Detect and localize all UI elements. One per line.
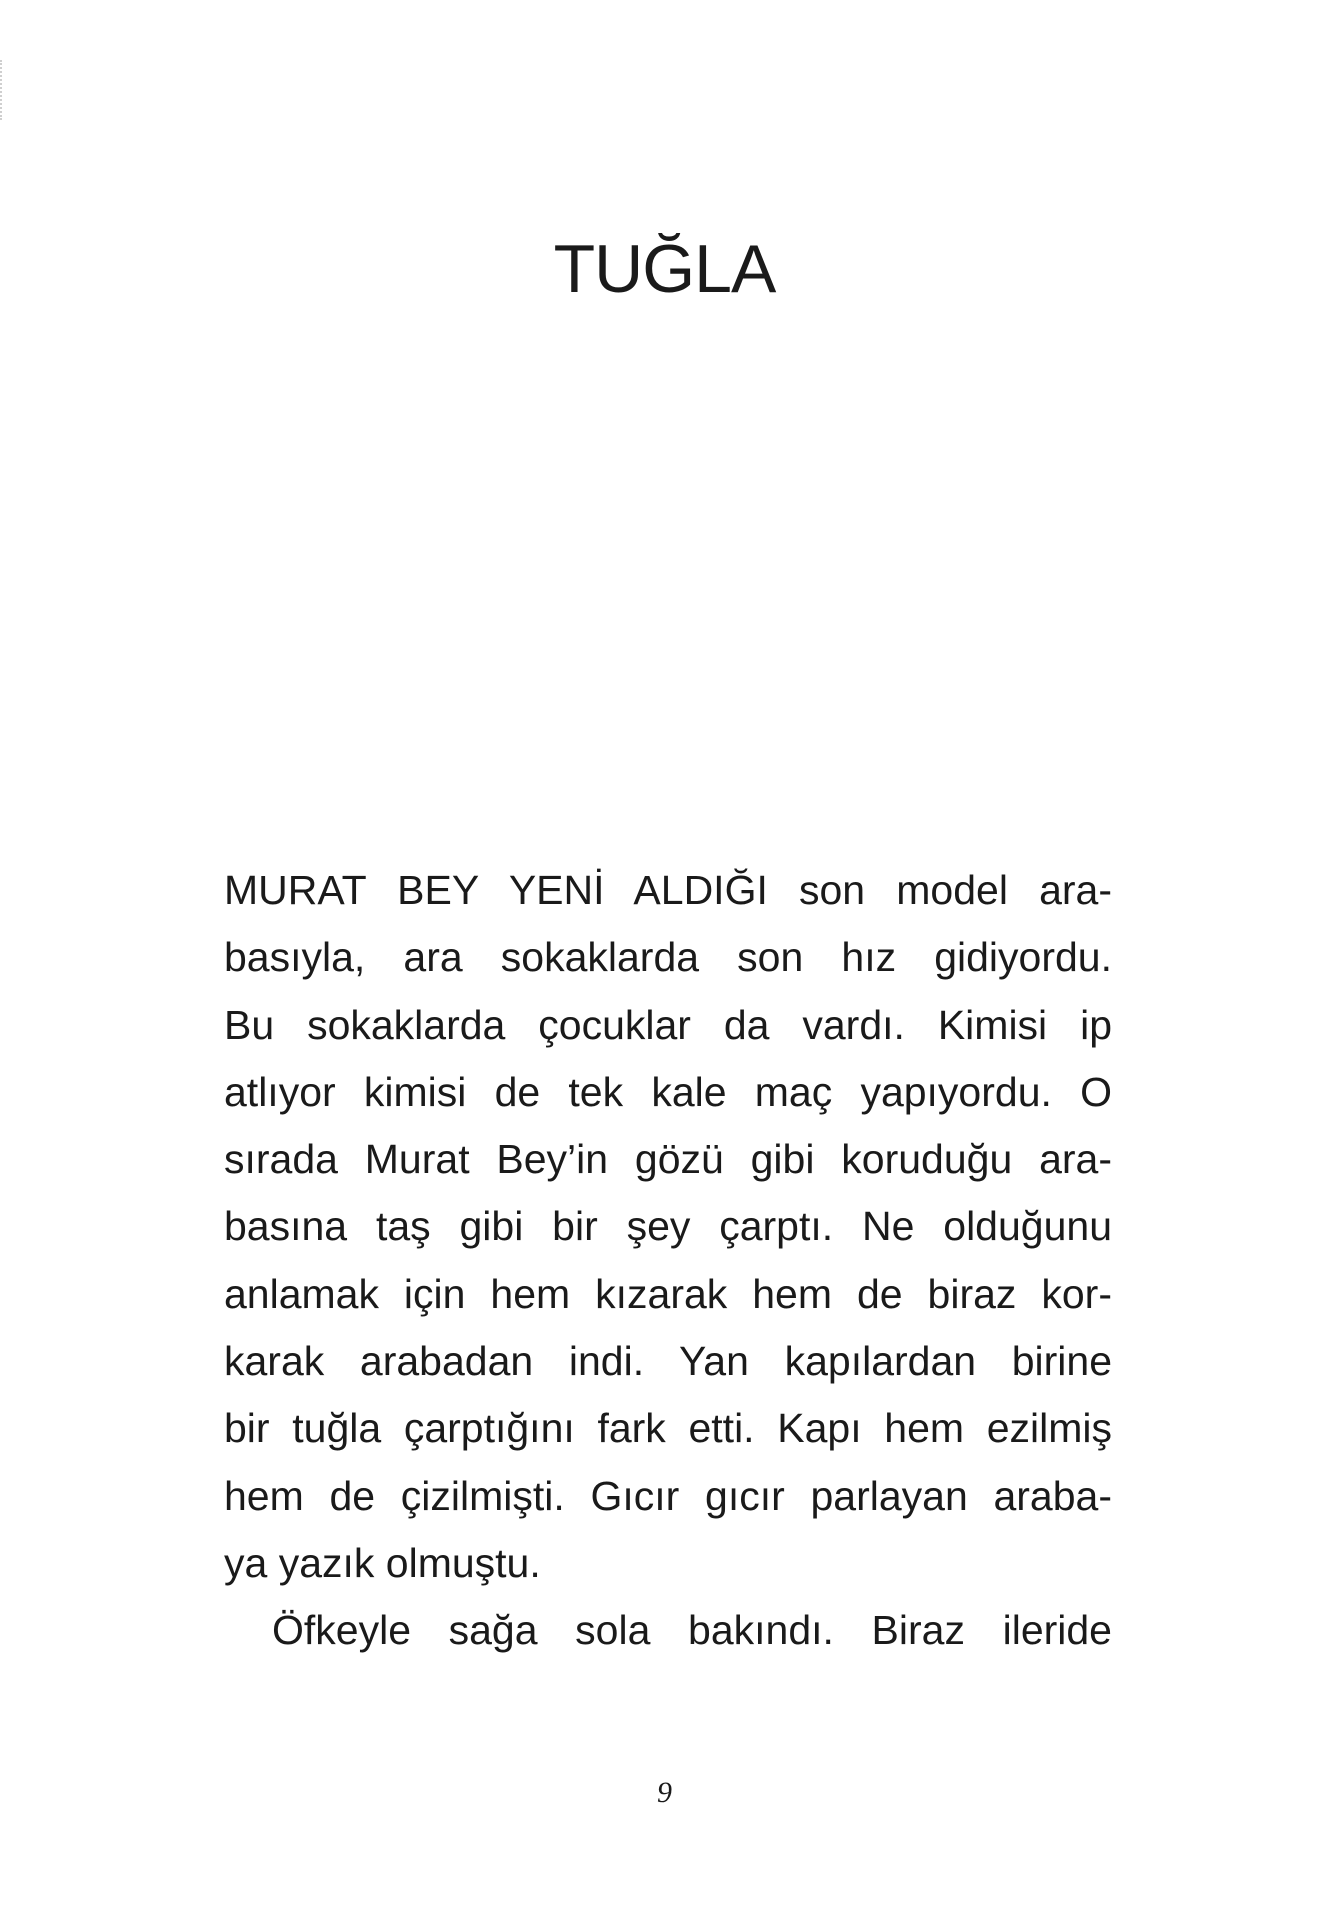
text-line: MURAT BEY YENİ ALDIĞI son model ara-: [224, 867, 1112, 913]
body-text: [224, 857, 1112, 1665]
text-line: ya yazık olmuştu.: [224, 1539, 541, 1586]
chapter-title: TUĞLA: [553, 231, 776, 307]
page-number: 9: [657, 1776, 672, 1809]
scan-edge-marks: [0, 60, 5, 120]
text-line: Öfkeyle sağa sola bakındı. Biraz ileride: [272, 1607, 1112, 1654]
text-line: karak arabadan indi. Yan kapılardan birine: [224, 1338, 1112, 1385]
text-line: sırada Murat Bey’in gözü gibi koruduğu ara-: [224, 1136, 1112, 1183]
text-line: basıyla, ara sokaklarda son hız gidiyordu.: [224, 934, 1112, 981]
text-line: Bu sokaklarda çocuklar da vardı. Kimisi ip: [224, 1001, 1112, 1048]
text-line: hem de çizilmişti. Gıcır gıcır parlayan araba-: [224, 1472, 1112, 1519]
text-line: atlıyor kimisi de tek kale maç yapıyordu. O: [224, 1068, 1112, 1115]
text-line: bir tuğla çarptığını fark etti. Kapı hem ezilmiş: [224, 1405, 1112, 1452]
text-line: basına taş gibi bir şey çarptı. Ne olduğunu: [224, 1203, 1112, 1250]
text-line: anlamak için hem kızarak hem de biraz kor-: [224, 1270, 1112, 1317]
